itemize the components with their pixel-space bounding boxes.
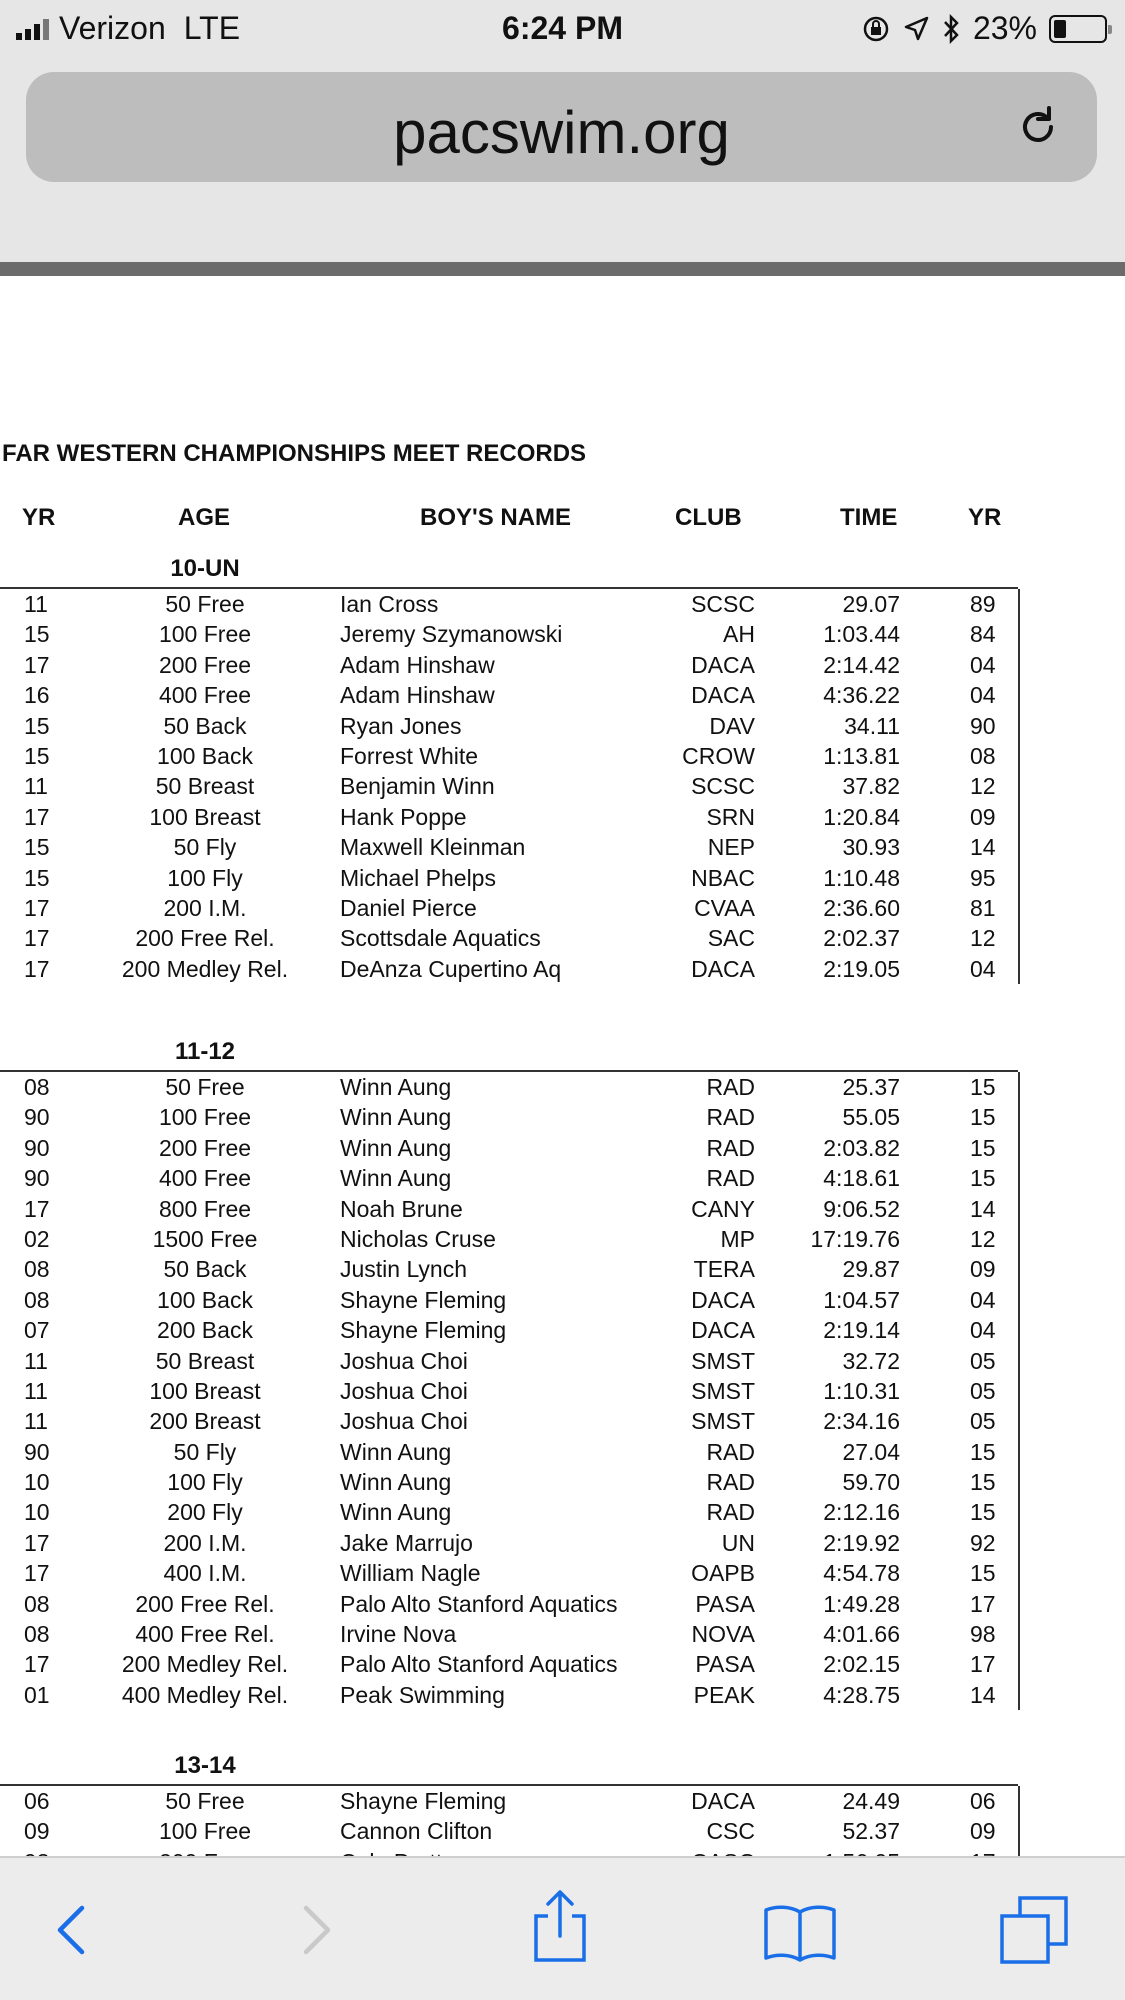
record-event: 50 Free	[165, 591, 245, 617]
record-time: 52.37	[842, 1818, 900, 1845]
record-year-age: 08	[24, 1256, 50, 1283]
record-time: 4:54.78	[823, 1560, 900, 1587]
record-year: 04	[970, 682, 996, 709]
record-year: 04	[970, 1286, 996, 1313]
record-row	[0, 954, 1125, 984]
record-year-age: 08	[24, 1590, 50, 1617]
record-club: OAPB	[691, 1560, 755, 1587]
back-icon[interactable]	[52, 1902, 92, 1958]
record-club: DACA	[691, 682, 755, 709]
record-event: 100 Free	[158, 1818, 252, 1845]
lock-rotation-icon	[861, 14, 891, 44]
toolbar-divider	[0, 262, 1125, 276]
record-event: 50 Back	[163, 712, 247, 739]
location-arrow-icon	[903, 16, 929, 42]
record-row	[0, 1133, 1125, 1163]
record-club: SMST	[691, 1347, 755, 1374]
record-row	[0, 1194, 1125, 1224]
record-year: 05	[970, 1408, 996, 1435]
record-holder-name: Adam Hinshaw	[340, 682, 495, 709]
record-year: 14	[970, 1681, 996, 1708]
record-year-age: 17	[24, 1529, 50, 1556]
record-holder-name: Peak Swimming	[340, 1681, 505, 1708]
record-row	[0, 1816, 1125, 1846]
record-club: RAD	[706, 1165, 755, 1192]
record-year: 90	[970, 712, 996, 739]
record-event: 50 Fly	[173, 1438, 237, 1465]
record-event: 100 Breast	[149, 1377, 261, 1404]
record-event: 400 Free Rel.	[135, 1621, 275, 1648]
carrier-name: Verizon	[59, 10, 166, 46]
record-year: 92	[970, 1529, 996, 1556]
record-year-age: 17	[24, 651, 50, 678]
record-holder-name: Winn Aung	[340, 1104, 452, 1131]
record-club: MP	[720, 1225, 755, 1252]
tabs-icon[interactable]	[998, 1894, 1072, 1966]
record-row	[0, 1619, 1125, 1649]
reload-icon[interactable]	[1013, 102, 1063, 152]
record-time: 1:20.84	[823, 803, 900, 830]
record-event: 50 Fly	[173, 834, 237, 861]
record-holder-name: Winn Aung	[340, 1438, 452, 1465]
record-year: 12	[970, 773, 996, 800]
record-year: 09	[970, 1818, 996, 1845]
record-club: SRN	[706, 803, 755, 830]
record-holder-name: Forrest White	[340, 742, 479, 769]
record-club: CANY	[691, 1195, 755, 1222]
record-year-age: 11	[24, 773, 48, 800]
record-holder-name: Winn Aung	[340, 1499, 452, 1526]
record-club: RAD	[706, 1499, 755, 1526]
record-holder-name: Palo Alto Stanford Aquatics	[340, 1590, 618, 1617]
record-holder-name: Joshua Choi	[340, 1408, 468, 1435]
share-icon[interactable]	[528, 1888, 592, 1964]
record-row	[0, 1376, 1125, 1406]
record-rows	[0, 1072, 1125, 1710]
record-year: 17	[970, 1651, 996, 1678]
record-club: SAC	[707, 925, 755, 952]
record-row	[0, 650, 1125, 680]
browser-bottom-bar	[0, 1856, 1125, 2000]
record-year-age: 15	[24, 864, 50, 891]
record-club: PEAK	[693, 1681, 755, 1708]
record-row	[0, 1497, 1125, 1527]
record-holder-name: Winn Aung	[340, 1165, 452, 1192]
record-row	[0, 863, 1125, 893]
record-year: 15	[970, 1074, 996, 1100]
record-time: 59.70	[842, 1469, 900, 1496]
record-club: AH	[723, 621, 755, 648]
record-year-age: 07	[24, 1317, 50, 1344]
record-event: 400 Medley Rel.	[121, 1681, 289, 1708]
record-year-age: 17	[24, 955, 50, 982]
record-holder-name: Cannon Clifton	[340, 1818, 493, 1845]
record-club: CSC	[706, 1818, 755, 1845]
record-year-age: 17	[24, 1195, 50, 1222]
record-club: RAD	[706, 1104, 755, 1131]
record-time: 1:49.28	[823, 1590, 900, 1617]
record-holder-name: Nicholas Cruse	[340, 1225, 496, 1252]
record-club: RAD	[706, 1469, 755, 1496]
battery-percent: 23%	[972, 10, 1037, 46]
record-year-age: 10	[24, 1499, 50, 1526]
record-club: DACA	[691, 651, 755, 678]
record-year: 04	[970, 955, 996, 982]
record-holder-name: Shayne Fleming	[340, 1286, 507, 1313]
record-holder-name: Joshua Choi	[340, 1347, 468, 1374]
record-event: 100 Fly	[167, 1469, 243, 1496]
record-holder-name: Daniel Pierce	[340, 894, 477, 921]
record-event: 50 Breast	[155, 1347, 255, 1374]
record-holder-name: Ian Cross	[340, 591, 439, 617]
record-event: 400 Free	[158, 1165, 252, 1192]
record-time: 17:19.76	[810, 1225, 900, 1252]
record-event: 200 Free	[158, 1134, 252, 1161]
record-event: 100 Back	[157, 1286, 253, 1313]
record-year: 17	[970, 1590, 996, 1617]
record-time: 2:03.82	[823, 1134, 900, 1161]
record-time: 2:12.16	[823, 1499, 900, 1526]
record-event: 200 Breast	[149, 1408, 261, 1435]
record-year: 15	[970, 1560, 996, 1587]
record-year-age: 17	[24, 894, 50, 921]
battery-icon	[1049, 15, 1107, 43]
status-bar	[0, 0, 1125, 60]
record-time: 2:34.16	[823, 1408, 900, 1435]
header-yr: YR	[22, 504, 56, 531]
record-year: 12	[970, 1225, 996, 1252]
record-year: 09	[970, 1256, 996, 1283]
record-holder-name: Irvine Nova	[340, 1621, 457, 1648]
record-row	[0, 1072, 1125, 1102]
record-time: 29.07	[842, 591, 900, 617]
record-row	[0, 680, 1125, 710]
record-year: 98	[970, 1621, 996, 1648]
record-time: 1:10.48	[823, 864, 900, 891]
record-row	[0, 1467, 1125, 1497]
record-event: 1500 Free	[152, 1225, 258, 1252]
record-year: 04	[970, 651, 996, 678]
record-event: 100 Breast	[149, 803, 261, 830]
record-event: 200 Free Rel.	[135, 1590, 275, 1617]
record-year-age: 90	[24, 1104, 50, 1131]
record-row	[0, 1315, 1125, 1345]
record-event: 100 Back	[157, 742, 253, 769]
record-holder-name: Adam Hinshaw	[340, 651, 495, 678]
record-event: 400 I.M.	[163, 1560, 247, 1587]
record-year-age: 09	[24, 1818, 50, 1845]
record-event: 200 I.M.	[163, 894, 247, 921]
record-year-age: 11	[24, 1377, 48, 1404]
record-time: 1:03.44	[823, 621, 900, 648]
record-event: 50 Free	[165, 1074, 245, 1100]
record-row	[0, 1649, 1125, 1679]
record-year: 15	[970, 1104, 996, 1131]
record-time: 55.05	[842, 1104, 900, 1131]
record-holder-name: Jake Marrujo	[340, 1529, 473, 1556]
record-holder-name: Hank Poppe	[340, 803, 467, 830]
record-row	[0, 923, 1125, 953]
record-holder-name: William Nagle	[340, 1560, 481, 1587]
header-club: CLUB	[675, 504, 742, 531]
record-year-age: 10	[24, 1469, 50, 1496]
record-time: 2:19.92	[823, 1529, 900, 1556]
record-time: 2:02.15	[823, 1651, 900, 1678]
record-holder-name: Shayne Fleming	[340, 1317, 507, 1344]
record-time: 30.93	[842, 834, 900, 861]
record-year: 15	[970, 1499, 996, 1526]
record-year: 04	[970, 1317, 996, 1344]
bluetooth-icon	[941, 14, 961, 44]
record-event: 200 Medley Rel.	[121, 955, 289, 982]
record-holder-name: Shayne Fleming	[340, 1788, 507, 1814]
record-year-age: 16	[24, 682, 50, 709]
record-year-age: 11	[24, 1347, 48, 1374]
record-year: 15	[970, 1438, 996, 1465]
record-time: 24.49	[842, 1788, 900, 1814]
record-year-age: 90	[24, 1165, 50, 1192]
record-year: 05	[970, 1347, 996, 1374]
record-holder-name: Ryan Jones	[340, 712, 462, 739]
record-year-age: 02	[24, 1225, 50, 1252]
header-name: BOY'S NAME	[420, 504, 572, 531]
record-year-age: 15	[24, 621, 50, 648]
record-club: DACA	[691, 1788, 755, 1814]
record-event: 800 Free	[158, 1195, 252, 1222]
record-holder-name: Benjamin Winn	[340, 773, 495, 800]
record-holder-name: Winn Aung	[340, 1134, 452, 1161]
record-club: DACA	[691, 1317, 755, 1344]
record-time: 25.37	[842, 1074, 900, 1100]
record-year-age: 15	[24, 834, 50, 861]
record-row	[0, 619, 1125, 649]
record-row	[0, 1346, 1125, 1376]
header-age: AGE	[178, 504, 231, 531]
record-row	[0, 1786, 1125, 1816]
record-year: 08	[970, 742, 996, 769]
record-holder-name: Michael Phelps	[340, 864, 496, 891]
record-club: RAD	[706, 1134, 755, 1161]
record-row	[0, 893, 1125, 923]
record-time: 4:01.66	[823, 1621, 900, 1648]
record-holder-name: Winn Aung	[340, 1074, 452, 1100]
record-event: 200 I.M.	[163, 1529, 247, 1556]
section-label: 10-UN	[170, 555, 240, 582]
record-event: 50 Breast	[155, 773, 255, 800]
record-row	[0, 832, 1125, 862]
record-row	[0, 741, 1125, 771]
record-holder-name: Justin Lynch	[340, 1256, 467, 1283]
record-year: 15	[970, 1469, 996, 1496]
record-time: 2:19.05	[823, 955, 900, 982]
record-club: SMST	[691, 1377, 755, 1404]
record-year: 81	[970, 894, 996, 921]
address-bar[interactable]	[26, 72, 1097, 182]
record-year: 14	[970, 1195, 996, 1222]
record-year-age: 17	[24, 1651, 50, 1678]
record-year: 12	[970, 925, 996, 952]
record-time: 2:19.14	[823, 1317, 900, 1344]
record-row	[0, 1680, 1125, 1710]
record-event: 200 Back	[157, 1317, 253, 1344]
url-text[interactable]: pacswim.org	[393, 99, 730, 166]
record-holder-name: Maxwell Kleinman	[340, 834, 526, 861]
record-row	[0, 1163, 1125, 1193]
record-club: SCSC	[691, 591, 755, 617]
record-year: 15	[970, 1134, 996, 1161]
record-club: DACA	[691, 955, 755, 982]
record-club: TERA	[693, 1256, 755, 1283]
record-time: 32.72	[842, 1347, 900, 1374]
record-year-age: 06	[24, 1788, 50, 1814]
record-year-age: 90	[24, 1134, 50, 1161]
record-row	[0, 1285, 1125, 1315]
section-label: 11-12	[174, 1038, 236, 1065]
header-yr2: YR	[968, 504, 1002, 531]
record-event: 200 Free	[158, 651, 252, 678]
record-club: RAD	[706, 1438, 755, 1465]
record-time: 9:06.52	[823, 1195, 900, 1222]
record-row	[0, 1254, 1125, 1284]
section-label: 13-14	[174, 1752, 236, 1779]
record-row	[0, 1558, 1125, 1588]
browser-toolbar	[0, 60, 1125, 264]
record-holder-name: Jeremy Szymanowski	[340, 621, 563, 648]
record-holder-name: Noah Brune	[340, 1195, 463, 1222]
record-row	[0, 1528, 1125, 1558]
record-event: 400 Free	[158, 682, 252, 709]
record-year-age: 15	[24, 712, 50, 739]
record-year-age: 90	[24, 1438, 50, 1465]
record-rows	[0, 589, 1125, 984]
record-year-age: 08	[24, 1621, 50, 1648]
record-row	[0, 1406, 1125, 1436]
record-club: SCSC	[691, 773, 755, 800]
record-row	[0, 711, 1125, 741]
record-holder-name: Scottsdale Aquatics	[340, 925, 541, 952]
record-year-age: 17	[24, 803, 50, 830]
record-year-age: 17	[24, 1560, 50, 1587]
record-row	[0, 1589, 1125, 1619]
record-event: 50 Free	[165, 1788, 245, 1814]
record-club: CVAA	[694, 894, 755, 921]
record-year: 15	[970, 1165, 996, 1192]
status-time: 6:24 PM	[502, 10, 623, 46]
record-year-age: 17	[24, 925, 50, 952]
record-time: 1:13.81	[823, 742, 900, 769]
record-time: 4:28.75	[823, 1681, 900, 1708]
record-club: UN	[721, 1529, 755, 1556]
record-year-age: 08	[24, 1074, 50, 1100]
record-year: 05	[970, 1377, 996, 1404]
record-club: RAD	[706, 1074, 755, 1100]
record-year: 84	[970, 621, 996, 648]
record-event: 100 Free	[158, 621, 252, 648]
record-time: 29.87	[842, 1256, 900, 1283]
record-club: DAV	[709, 712, 755, 739]
record-year: 06	[970, 1788, 996, 1814]
record-row	[0, 1102, 1125, 1132]
record-year-age: 15	[24, 742, 50, 769]
record-time: 2:36.60	[823, 894, 900, 921]
record-year-age: 11	[24, 591, 48, 617]
record-time: 27.04	[842, 1438, 900, 1465]
record-time: 2:02.37	[823, 925, 900, 952]
network-type: LTE	[183, 10, 241, 46]
record-year: 89	[970, 591, 996, 617]
record-event: 100 Fly	[167, 864, 243, 891]
record-time: 4:36.22	[823, 682, 900, 709]
record-event: 200 Fly	[167, 1499, 243, 1526]
record-club: DACA	[691, 1286, 755, 1313]
record-time: 4:18.61	[823, 1165, 900, 1192]
record-holder-name: Palo Alto Stanford Aquatics	[340, 1651, 618, 1678]
record-club: NOVA	[691, 1621, 755, 1648]
status-indicators	[861, 10, 1107, 47]
record-event: 100 Free	[158, 1104, 252, 1131]
record-club: SMST	[691, 1408, 755, 1435]
record-time: 1:10.31	[823, 1377, 900, 1404]
record-time: 1:04.57	[823, 1286, 900, 1313]
record-year-age: 11	[24, 1408, 48, 1435]
record-year: 95	[970, 864, 996, 891]
record-row	[0, 589, 1125, 619]
record-time: 37.82	[842, 773, 900, 800]
record-row	[0, 802, 1125, 832]
document-title: FAR WESTERN CHAMPIONSHIPS MEET RECORDS	[2, 440, 587, 467]
record-club: PASA	[695, 1651, 755, 1678]
column-headers	[0, 504, 1125, 534]
record-event: 200 Medley Rel.	[121, 1651, 289, 1678]
record-year-age: 01	[24, 1681, 50, 1708]
record-time: 2:14.42	[823, 651, 900, 678]
record-club: PASA	[695, 1590, 755, 1617]
bookmarks-icon[interactable]	[760, 1902, 840, 1962]
record-year-age: 08	[24, 1286, 50, 1313]
header-time: TIME	[840, 504, 898, 531]
record-event: 50 Back	[163, 1256, 247, 1283]
record-row	[0, 1437, 1125, 1467]
record-holder-name: Joshua Choi	[340, 1377, 468, 1404]
record-holder-name: Winn Aung	[340, 1469, 452, 1496]
forward-icon[interactable]	[296, 1902, 336, 1958]
record-row	[0, 771, 1125, 801]
record-club: NEP	[707, 834, 755, 861]
record-event: 200 Free Rel.	[135, 925, 275, 952]
record-row	[0, 1224, 1125, 1254]
record-year: 09	[970, 803, 996, 830]
record-club: CROW	[682, 742, 755, 769]
record-club: NBAC	[691, 864, 755, 891]
record-holder-name: DeAnza Cupertino Aq	[340, 955, 562, 982]
record-year: 14	[970, 834, 996, 861]
record-time: 34.11	[844, 712, 900, 739]
